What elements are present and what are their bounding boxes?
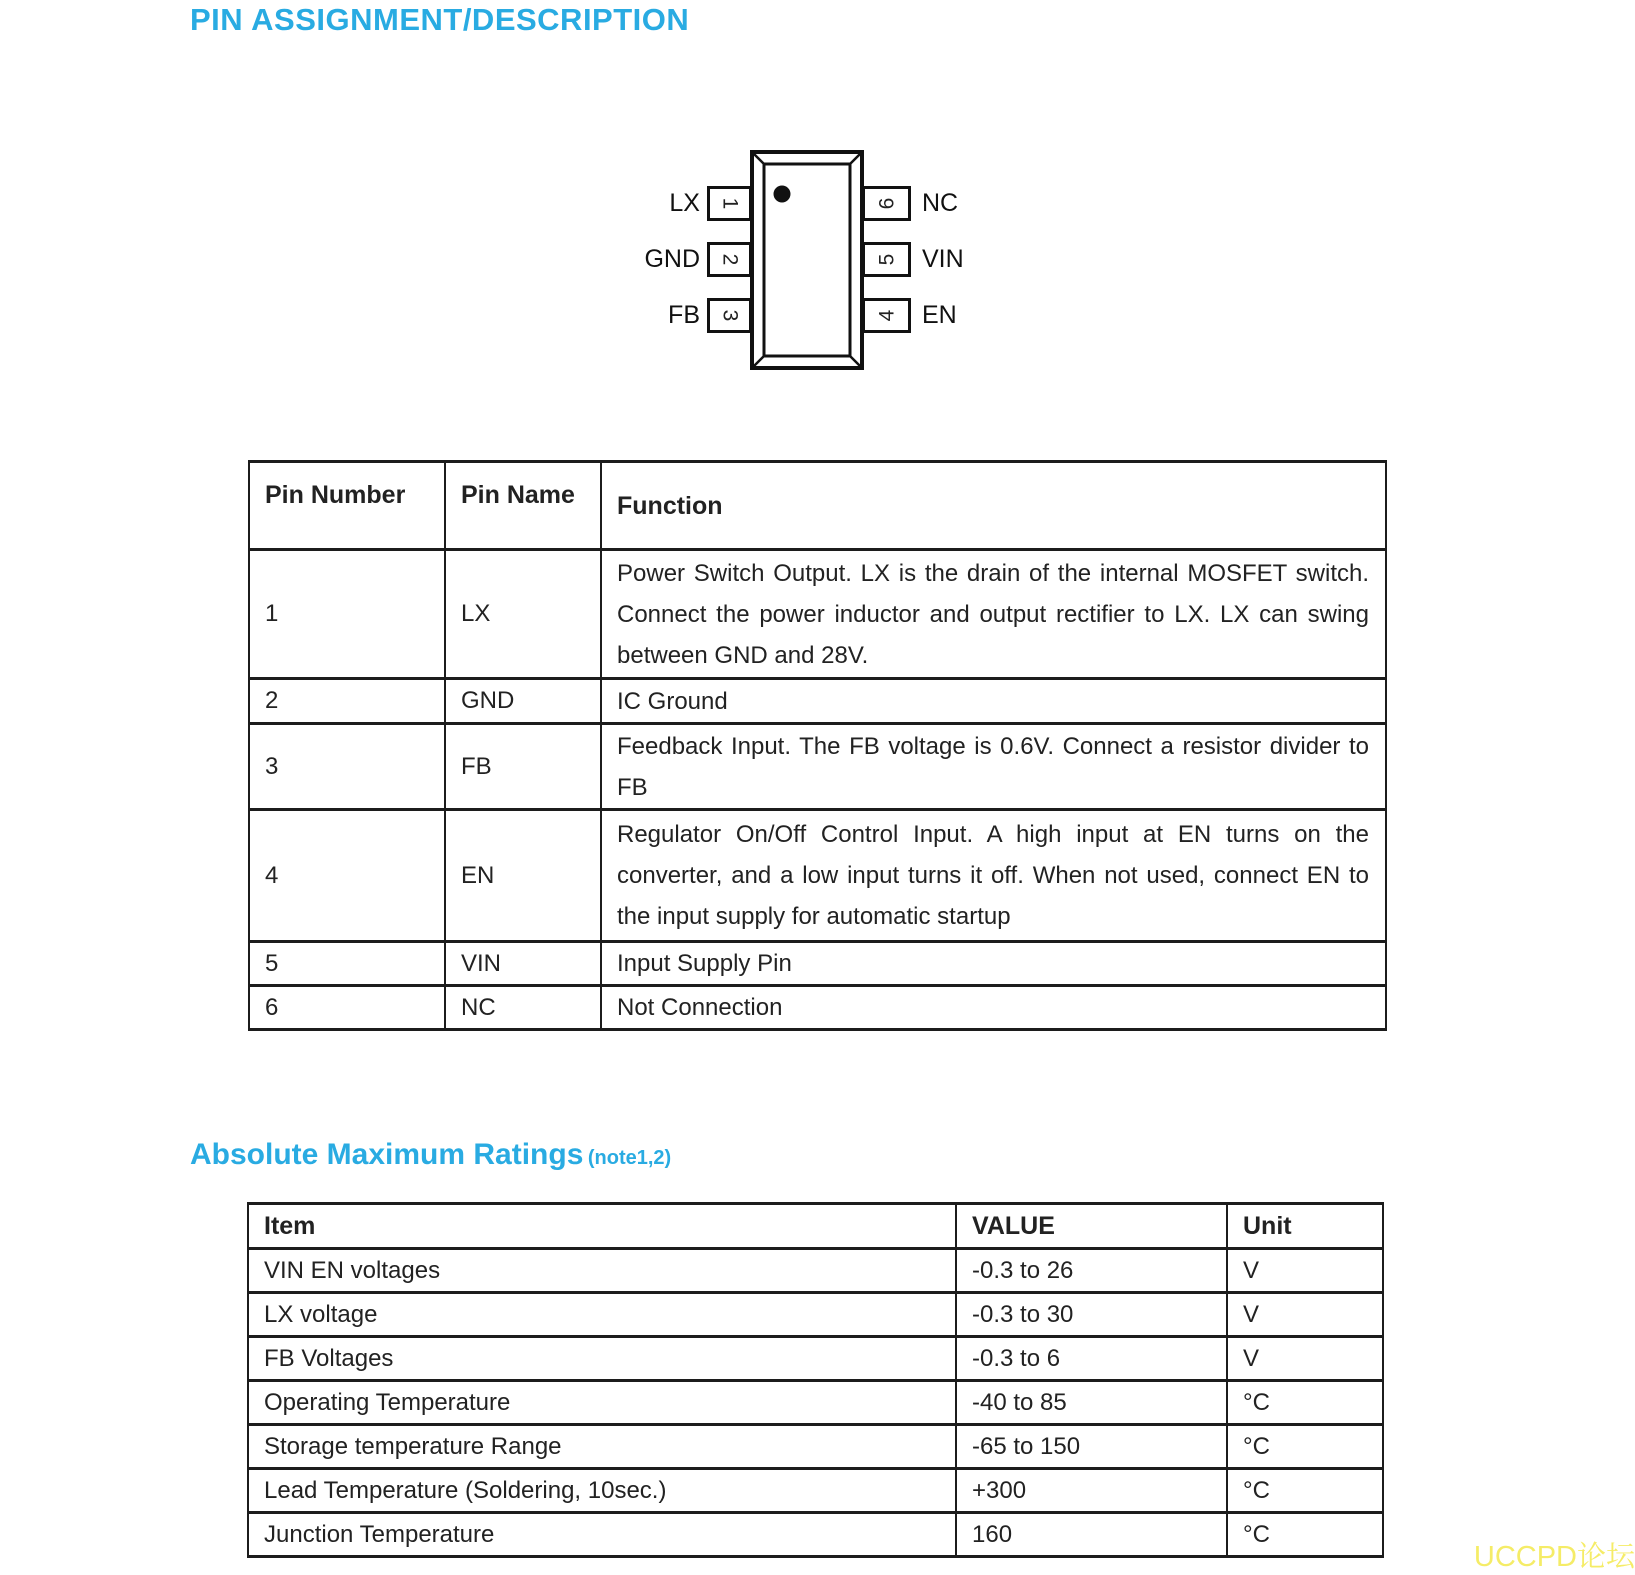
cell-unit: °C — [1227, 1513, 1383, 1557]
table-row-pin4 — [249, 810, 1386, 942]
cell-value: -65 to 150 — [956, 1425, 1227, 1469]
cell-value: -40 to 85 — [956, 1381, 1227, 1425]
cell-pin-function: Regulator On/Off Control Input. A high input at EN turns on the converter, and a low input turns it off. When not used, connect EN to the input supply for automatic startup — [601, 810, 1386, 942]
cell-pin-name: NC — [445, 986, 601, 1030]
cell-pin-function: IC Ground — [601, 679, 1386, 724]
cell-pin-number: 5 — [249, 942, 445, 986]
cell-pin-function: Input Supply Pin — [601, 942, 1386, 986]
table-row-pin3 — [249, 724, 1386, 810]
pin-box-5 — [862, 242, 911, 277]
cell-unit: V — [1227, 1249, 1383, 1293]
pin-label-nc: NC — [922, 189, 959, 217]
pin-number-4: 4 — [875, 309, 898, 322]
pin-description-table — [248, 460, 1387, 1031]
cell-pin-name: GND — [445, 679, 601, 724]
cell-pin-number: 3 — [249, 724, 445, 810]
cell-pin-number: 2 — [249, 679, 445, 724]
ratings-row-lead-temp — [248, 1469, 1383, 1513]
pin-box-3 — [707, 298, 752, 333]
cell-pin-function: Power Switch Output. LX is the drain of the internal MOSFET switch. Connect the power inductor and output rectifier to LX. LX can swing between GND and 28V. — [601, 550, 1386, 679]
cell-item: Operating Temperature — [248, 1381, 956, 1425]
cell-item: Junction Temperature — [248, 1513, 956, 1557]
cell-pin-name: FB — [445, 724, 601, 810]
pin-label-lx: LX — [669, 189, 700, 217]
ratings-row-lx — [248, 1293, 1383, 1337]
ratings-row-vin-en — [248, 1249, 1383, 1293]
cell-pin-function: Not Connection — [601, 986, 1386, 1030]
cell-value: -0.3 to 30 — [956, 1293, 1227, 1337]
ratings-row-storage-temp — [248, 1425, 1383, 1469]
cell-unit: °C — [1227, 1469, 1383, 1513]
pin-label-fb: FB — [668, 301, 700, 329]
section-title-note: (note1,2) — [587, 1147, 672, 1169]
pin-number-3: 3 — [718, 309, 741, 322]
table-row-pin5 — [249, 942, 1386, 986]
header-pin-name: Pin Name — [445, 462, 601, 550]
cell-pin-number: 4 — [249, 810, 445, 942]
cell-unit: V — [1227, 1293, 1383, 1337]
cell-pin-number: 6 — [249, 986, 445, 1030]
pin-label-vin: VIN — [922, 245, 964, 273]
pin-table-header-row — [249, 462, 1386, 550]
pin-box-6 — [862, 186, 911, 221]
header-pin-number: Pin Number — [249, 462, 445, 550]
header-item: Item — [248, 1204, 956, 1249]
header-unit: Unit — [1227, 1204, 1383, 1249]
cell-pin-name: EN — [445, 810, 601, 942]
pin-label-en: EN — [922, 301, 957, 329]
cell-item: LX voltage — [248, 1293, 956, 1337]
cell-unit: °C — [1227, 1381, 1383, 1425]
section-title-absolute-maximum-ratings — [190, 1138, 671, 1172]
cell-value: -0.3 to 6 — [956, 1337, 1227, 1381]
pin-number-6: 6 — [875, 197, 898, 210]
pin-box-4 — [862, 298, 911, 333]
pin-number-2: 2 — [718, 253, 741, 266]
cell-value: 160 — [956, 1513, 1227, 1557]
pin-box-1 — [707, 186, 752, 221]
table-row-pin2 — [249, 679, 1386, 724]
cell-pin-number: 1 — [249, 550, 445, 679]
cell-item: VIN EN voltages — [248, 1249, 956, 1293]
cell-item: Storage temperature Range — [248, 1425, 956, 1469]
pin1-marker-dot — [774, 186, 791, 203]
cell-pin-name: LX — [445, 550, 601, 679]
absolute-maximum-ratings-table — [247, 1202, 1384, 1558]
table-row-pin6 — [249, 986, 1386, 1030]
header-value: VALUE — [956, 1204, 1227, 1249]
cell-unit: V — [1227, 1337, 1383, 1381]
ratings-row-operating-temp — [248, 1381, 1383, 1425]
pin-box-2 — [707, 242, 752, 277]
cell-value: -0.3 to 26 — [956, 1249, 1227, 1293]
cell-pin-name: VIN — [445, 942, 601, 986]
ratings-row-fb — [248, 1337, 1383, 1381]
cell-item: Lead Temperature (Soldering, 10sec.) — [248, 1469, 956, 1513]
cell-item: FB Voltages — [248, 1337, 956, 1381]
ratings-row-junction-temp — [248, 1513, 1383, 1557]
pin-label-gnd: GND — [644, 245, 700, 273]
cell-unit: °C — [1227, 1425, 1383, 1469]
cell-value: +300 — [956, 1469, 1227, 1513]
table-row-pin1 — [249, 550, 1386, 679]
pin-number-5: 5 — [875, 253, 898, 266]
ratings-header-row — [248, 1204, 1383, 1249]
page-title: PIN ASSIGNMENT/DESCRIPTION — [190, 2, 690, 37]
section-title-text: Absolute Maximum Ratings — [190, 1138, 584, 1171]
watermark: UCCPD论坛 — [1473, 1541, 1635, 1573]
pin-number-1: 1 — [718, 197, 741, 210]
header-function: Function — [601, 462, 1386, 550]
chip-package-diagram — [600, 140, 1020, 380]
cell-pin-function: Feedback Input. The FB voltage is 0.6V. Connect a resistor divider to FB — [601, 724, 1386, 810]
